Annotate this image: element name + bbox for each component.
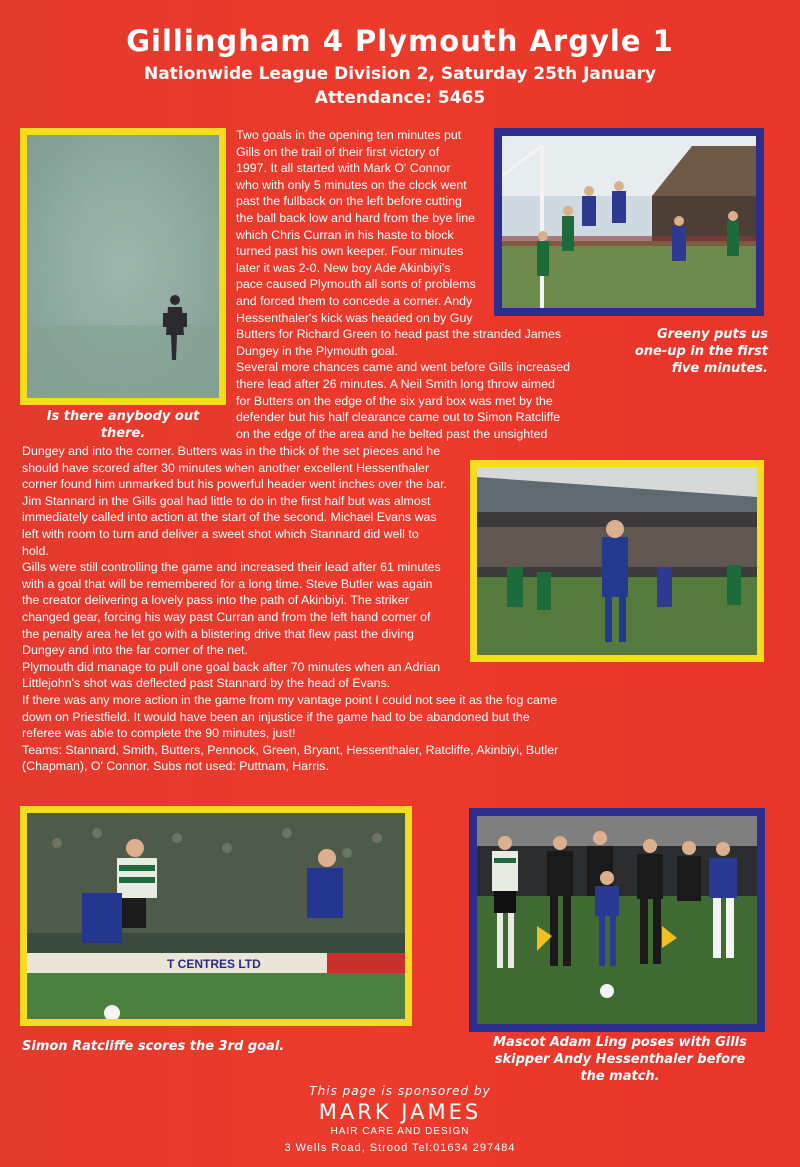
article-line: Dungey and into the far corner of the net.	[22, 643, 248, 658]
fog-caption-line-2: there.	[100, 426, 146, 441]
article-line: later it was 2-0. New boy Ade Akinbiyi's	[236, 260, 451, 275]
ratcliffe-caption-line-1: Simon Ratcliffe scores the 3rd goal.	[22, 1039, 285, 1054]
article-line: on the edge of the area and he belted past the unsighted	[236, 426, 548, 441]
article-line: the creator delivering a lovely pass into the path of Akinbiyi. The striker	[22, 593, 409, 608]
article-line: should have scored after 30 minutes when another excellent Hessenthaler	[22, 460, 430, 475]
match-title: Gillingham 4 Plymouth Argyle 1	[126, 24, 674, 58]
article-line: hold.	[22, 543, 49, 558]
article-line: past the fullback on the left before cutting	[236, 194, 462, 209]
article-line: turned past his own keeper. Four minutes	[236, 244, 464, 259]
article-line: Two goals in the opening ten minutes put	[236, 128, 462, 142]
hoarding-text: T CENTRES LTD	[167, 957, 261, 971]
mascot-caption-line-1: Mascot Adam Ling poses with Gills	[493, 1035, 747, 1050]
article-line: Teams: Stannard, Smith, Butters, Pennock, Green, Bryant, Hessenthaler, Ratcliffe, Akinbiyi, Butler	[22, 742, 559, 757]
article-line: Gills on the trail of their first victory of	[236, 144, 440, 159]
article-line: Hessenthaler's kick was headed on by Guy	[236, 310, 473, 325]
ratcliffe-photo-image	[27, 813, 405, 1019]
greeny-caption-line-3: five minutes.	[671, 361, 768, 376]
article-line: Several more chances came and went before Gills increased	[236, 360, 571, 375]
article-line: referee was able to complete the 90 minutes, just!	[22, 726, 296, 741]
article-line: which Chris Curran in his haste to block	[236, 227, 454, 242]
article-line: left with room to turn and deliver a sweet shot which Stannard did well to	[22, 526, 419, 541]
article-line: defender but his half clearance came out to Simon Ratcliffe	[236, 410, 561, 425]
article-line: the ball back low and hard from the bye line	[236, 210, 476, 225]
article-line: pace caused Plymouth all sorts of problems	[236, 277, 476, 292]
ratcliffe-photo	[20, 806, 412, 1026]
article-line: If there was any more action in the game from my vantage point I could not see it as the fog came	[22, 692, 558, 707]
article-line: and forced them to concede a corner. Andy	[236, 293, 473, 308]
greeny-caption-line-2: one-up in the first	[634, 344, 768, 359]
article-line: Jim Stannard in the Gills goal had little to do in the first half but was almost	[22, 493, 431, 508]
mascot-caption-line-3: the match.	[580, 1069, 660, 1084]
greeny-photo-image	[502, 136, 756, 308]
mascot-photo	[469, 808, 765, 1032]
article-wide-text	[22, 443, 562, 775]
sponsor-address: 3 Wells Road, Strood Tel:01634 297484	[284, 1142, 516, 1154]
fog-caption	[20, 408, 226, 442]
article-line: Gills were still controlling the game and increased their lead after 61 minutes	[22, 560, 441, 575]
article-line: there lead after 26 minutes. A Neil Smith long throw aimed	[236, 376, 555, 391]
fog-photo-image	[27, 135, 219, 398]
article-line: corner found him unmarked but his powerful header went inches over the bar.	[22, 477, 447, 492]
article-line: changed gear, forcing his way past Curran and from the left hand corner of	[22, 609, 431, 624]
sponsor-tagline: HAIR CARE AND DESIGN	[330, 1126, 470, 1137]
mascot-caption-line-2: skipper Andy Hessenthaler before	[494, 1052, 746, 1067]
article-line: Plymouth did manage to pull one goal back after 70 minutes when an Adrian	[22, 659, 441, 674]
article-line: with a goal that will be remembered for a long time. Steve Butler was again	[22, 576, 433, 591]
greeny-caption	[600, 326, 768, 377]
sponsor-name: MARK JAMES	[318, 1100, 482, 1124]
sponsor-intro: This page is sponsored by	[309, 1084, 491, 1098]
article-line: (Chapman), O' Connor. Subs not used: Puttnam, Harris.	[22, 759, 329, 774]
mascot-photo-image	[477, 816, 757, 1024]
article-line: immediately called into action at the start of the second. Michael Evans was	[22, 510, 437, 525]
fog-photo	[20, 128, 226, 405]
article-line: who with only 5 minutes on the clock went	[236, 177, 467, 192]
article-line: Dungey in the Plymouth goal.	[236, 343, 398, 358]
article-line: 1997. It all started with Mark O' Connor	[236, 161, 451, 176]
match-subtitle: Nationwide League Division 2, Saturday 25th January	[143, 64, 657, 84]
article-line: the penalty area he let go with a blistering drive that flew past the diving	[22, 626, 414, 641]
greeny-caption-line-1: Greeny puts us	[656, 327, 768, 342]
article-line: for Butters on the edge of the six yard box was met by the	[236, 393, 553, 408]
ratcliffe-caption	[22, 1038, 352, 1055]
fog-caption-line-1: Is there anybody out	[46, 409, 200, 424]
article-column-text	[236, 127, 571, 442]
greeny-photo	[494, 128, 764, 316]
article-line: Dungey and into the corner. Butters was in the thick of the set pieces and he	[22, 444, 441, 458]
article-line: down on Priestfield. It would have been an injustice if the game had to be abandoned but the	[22, 709, 530, 724]
mascot-caption	[470, 1034, 770, 1085]
attendance: Attendance: 5465	[314, 88, 486, 108]
article-line: Butters for Richard Green to head past the stranded James	[236, 327, 562, 342]
article-line: Littlejohn's shot was deflected past Stannard by the head of Evans.	[22, 676, 391, 691]
